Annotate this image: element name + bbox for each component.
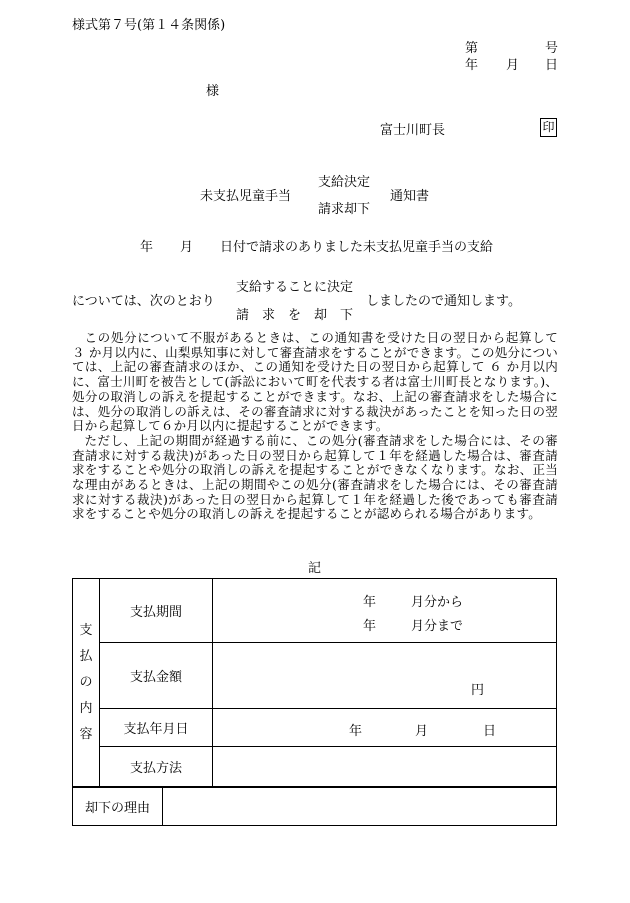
title-left: 未支払児童手当	[200, 189, 292, 204]
period-to-year: 年	[363, 619, 377, 634]
title-right: 通知書	[390, 189, 430, 204]
reject-reason-field[interactable]	[163, 788, 557, 826]
amount-unit: 円	[471, 683, 485, 698]
payment-method-field[interactable]	[213, 747, 557, 787]
decision-option-approve: 支給することに決定	[236, 280, 354, 295]
appeal-notice	[72, 331, 558, 522]
payment-detail-table	[72, 578, 557, 787]
payment-amount-field[interactable]	[213, 643, 557, 709]
appeal-paragraph-1: この処分について不服があるときは、この通知書を受けた日の翌日から起算して ３ か月以内に、山梨県知事に対して審査請求をすることができます。この処分については、上記の審査請求のほか、この通知を受けた日の翌日から起算して ６ か月以内に、富士川町を被告として(訴訟において町を代表する者は富士川町長となります。)、処分の取消しの訴えを提起することができます。なお、上記の審査請求をした場合には、処分の取消しの訴えは、その審査請求に対する裁決があったことを知った日の翌日から起算して６か月以内に提起することができます。	[72, 330, 558, 434]
date-year: 年	[465, 58, 479, 73]
intro-month: 月	[180, 240, 194, 255]
payment-content-label: 支 払 の 内 容	[73, 579, 100, 787]
decision-prefix: については、次のとおり	[72, 294, 215, 309]
payment-amount-label: 支払金額	[100, 643, 213, 709]
period-to-month: 月分まで	[411, 619, 464, 634]
appeal-paragraph-2: ただし、上記の期間が経過する前に、この処分(審査請求をした場合には、その審査請求に対する裁決)があった日の翌日から起算して１年を経過した場合は、審査請求をすることや処分の取消しの訴えを提起することができなくなります。なお、正当な理由があるときは、上記の期間やこの処分(審査請求をした場合には、その審査請求に対する裁決)があった日の翌日から起算して１年を経過した後であっても審査請求をすることや処分の取消しの訴えを提起することが認められる場合があります。	[72, 432, 558, 522]
payment-period-field[interactable]	[213, 579, 557, 643]
issuer-name: 富士川町長	[380, 123, 446, 138]
pay-date-month: 月	[415, 724, 429, 739]
title-option-issue: 支給決定	[318, 175, 371, 190]
number-suffix: 号	[545, 41, 559, 56]
seal-mark: 印	[540, 118, 557, 137]
title-option-reject: 請求却下	[318, 202, 371, 217]
decision-suffix: しましたので通知します。	[366, 294, 521, 309]
period-from-year: 年	[363, 595, 377, 610]
payment-date-field[interactable]	[213, 709, 557, 747]
form-title: 様式第７号(第１４条関係)	[72, 18, 226, 33]
ki-heading: 記	[308, 561, 322, 576]
reject-reason-label: 却下の理由	[73, 788, 163, 826]
date-day: 日	[545, 58, 559, 73]
payment-date-label: 支払年月日	[100, 709, 213, 747]
reject-reason-table	[72, 787, 557, 826]
number-prefix: 第	[465, 41, 479, 56]
period-from-month: 月分から	[411, 595, 464, 610]
intro-text: 日付で請求のありました未支払児童手当の支給	[220, 240, 494, 255]
date-month: 月	[506, 58, 520, 73]
addressee-honorific: 様	[206, 84, 220, 99]
payment-method-label: 支払方法	[100, 747, 213, 787]
decision-option-reject: 請 求 を 却 下	[236, 308, 354, 323]
payment-period-label: 支払期間	[100, 579, 213, 643]
pay-date-day: 日	[483, 724, 497, 739]
pay-date-year: 年	[349, 724, 363, 739]
intro-year: 年	[140, 240, 154, 255]
